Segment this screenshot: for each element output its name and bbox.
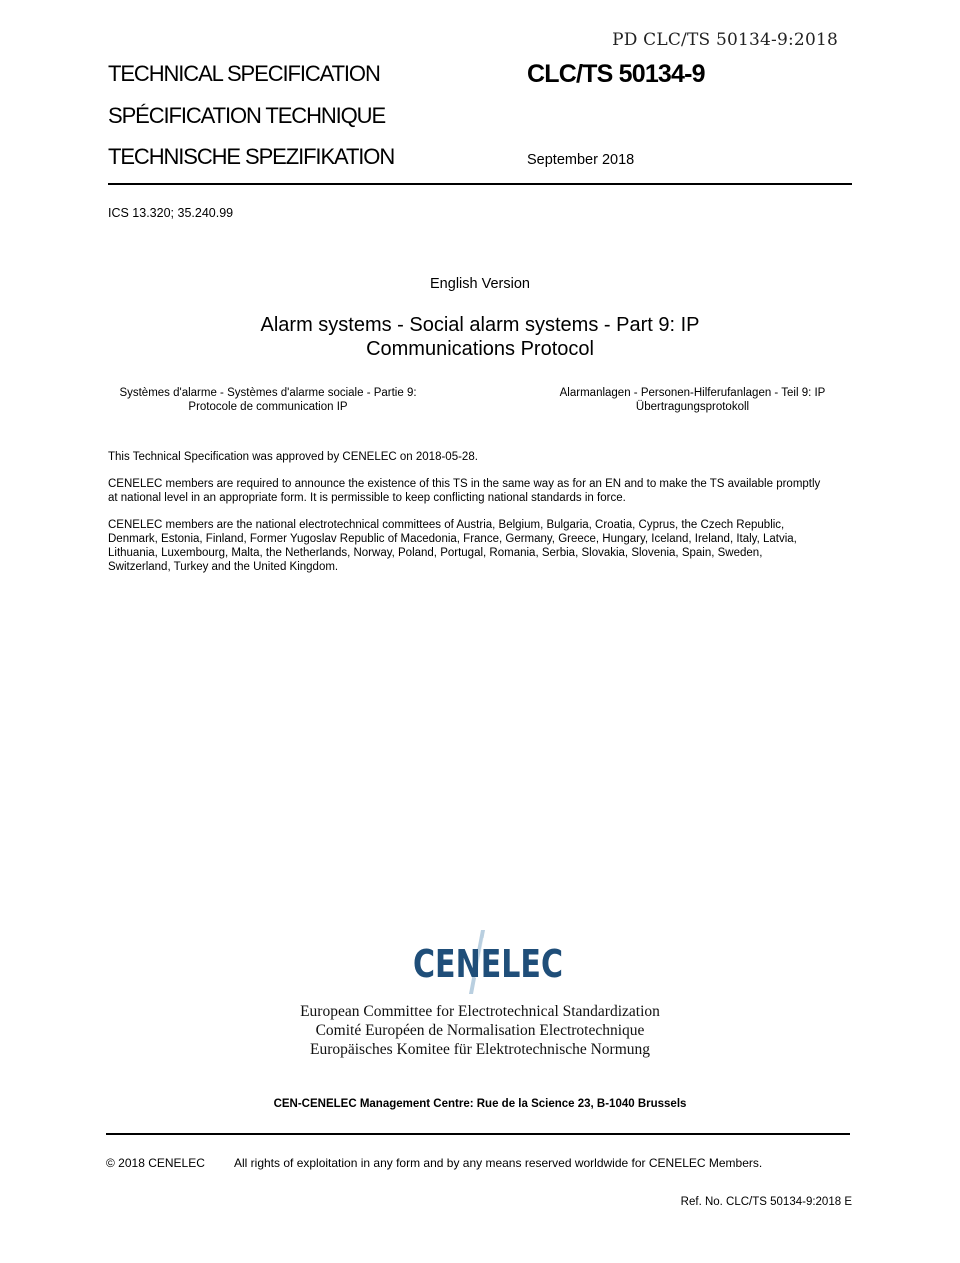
svg-text:CENELEC: CENELEC xyxy=(413,942,563,986)
copyright-notice: © 2018 CENELEC xyxy=(106,1156,205,1170)
cenelec-logo xyxy=(410,926,566,996)
title-german xyxy=(540,386,845,414)
rights-statement: All rights of exploitation in any form and by any means reserved worldwide for CENELEC Members. xyxy=(234,1156,763,1170)
footer-divider xyxy=(106,1133,850,1135)
title-french-line-2: Protocole de communication IP xyxy=(188,401,348,413)
title-german-line-1: Alarmanlagen - Personen-Hilferufanlagen - Teil 9: IP xyxy=(559,387,826,399)
document-title-line-1: Alarm systems - Social alarm systems - Part 9: IP xyxy=(260,314,700,336)
members-obligation-line-1: CENELEC members are required to announce the existence of this TS in the same way as for an EN and to make the TS available promptly xyxy=(108,478,821,490)
header-divider xyxy=(108,183,852,185)
spec-title-de: TECHNISCHE SPEZIFIKATION xyxy=(108,144,395,169)
members-list-line-4: Switzerland, Turkey and the United Kingdom. xyxy=(108,561,339,573)
organization-name-fr: Comité Européen de Normalisation Electrotechnique xyxy=(315,1022,645,1039)
members-list-line-2: Denmark, Estonia, Finland, Former Yugoslav Republic of Macedonia, France, Germany, Greece, Hungary, Iceland, Ireland, Italy, Latvia, xyxy=(108,533,797,545)
document-number: CLC/TS 50134-9 xyxy=(527,60,705,88)
spec-title-en: TECHNICAL SPECIFICATION xyxy=(108,61,380,86)
publication-date: September 2018 xyxy=(527,152,635,168)
ics-codes: ICS 13.320; 35.240.99 xyxy=(108,206,234,220)
pd-reference: PD CLC/TS 50134-9:2018 xyxy=(612,30,838,50)
organization-name-de: Europäisches Komitee für Elektrotechnische Normung xyxy=(309,1041,651,1058)
organization-name-en: European Committee for Electrotechnical Standardization xyxy=(300,1003,660,1020)
document-title xyxy=(108,313,852,361)
title-german-line-2: Übertragungsprotokoll xyxy=(635,401,750,413)
document-title-line-2: Communications Protocol xyxy=(366,338,594,360)
organization-names xyxy=(108,1002,852,1059)
management-centre-address: CEN-CENELEC Management Centre: Rue de la Science 23, B-1040 Brussels xyxy=(273,1098,687,1110)
title-french-line-1: Systèmes d'alarme - Systèmes d'alarme sociale - Partie 9: xyxy=(119,387,417,399)
reference-number: Ref. No. CLC/TS 50134-9:2018 E xyxy=(680,1196,852,1208)
members-list-line-1: CENELEC members are the national electrotechnical committees of Austria, Belgium, Bulgaria, Croatia, Cyprus, the Czech Republic, xyxy=(108,519,785,531)
members-obligation xyxy=(108,477,856,505)
spec-title-fr: SPÉCIFICATION TECHNIQUE xyxy=(108,103,386,128)
title-french xyxy=(108,386,428,414)
approval-statement: This Technical Specification was approved by CENELEC on 2018-05-28. xyxy=(108,451,478,463)
members-list xyxy=(108,518,856,574)
language-version: English Version xyxy=(430,276,530,292)
members-list-line-3: Lithuania, Luxembourg, Malta, the Netherlands, Norway, Poland, Portugal, Romania, Serbia, Slovakia, Slovenia, Spain, Sweden, xyxy=(108,547,763,559)
members-obligation-line-2: at national level in an appropriate form. It is permissible to keep conflicting national standards in force. xyxy=(108,492,626,504)
